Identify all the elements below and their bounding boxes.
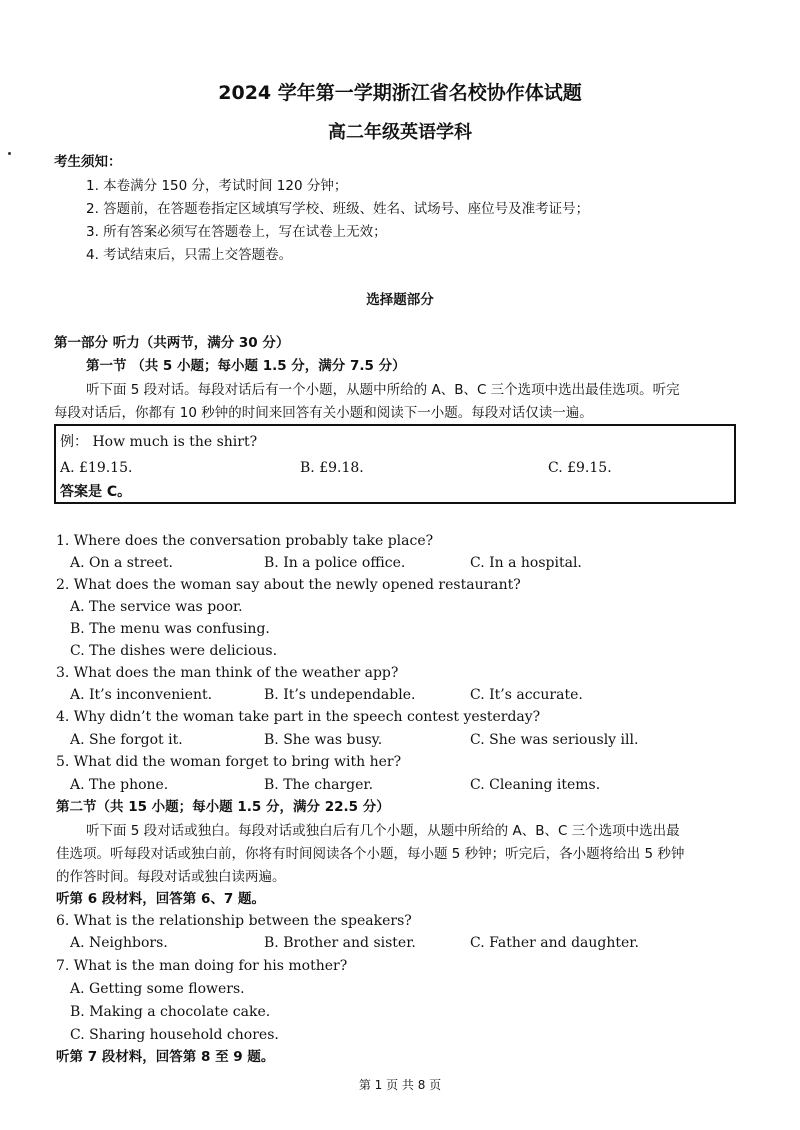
option-c: C. In a hospital. (470, 555, 582, 571)
option-c: C. It’s accurate. (470, 687, 583, 703)
example-box (54, 424, 736, 504)
question-stem: 5. What did the woman forget to bring with her? (56, 754, 402, 770)
option-c: C. Father and daughter. (470, 935, 639, 951)
option-b: B. She was busy. (264, 732, 383, 748)
question-stem: 1. Where does the conversation probably take place? (56, 533, 434, 549)
part1-heading: 第一部分 听力（共两节，满分 30 分） (54, 335, 290, 351)
example-answer: 答案是 C。 (60, 484, 132, 500)
question-stem: 6. What is the relationship between the speakers? (56, 913, 412, 929)
option-a: A. Neighbors. (70, 935, 168, 951)
part1-sec1-heading: 第一节 （共 5 小题；每小题 1.5 分，满分 7.5 分） (86, 358, 406, 374)
exam-title: 2024 学年第一学期浙江省名校协作体试题 (218, 82, 582, 104)
option-b: B. The menu was confusing. (70, 621, 270, 637)
sec2-instruction: 听下面 5 段对话或独白。每段对话或独白后有几个小题，从题中所给的 A、B、C 三个选项中选出最 (86, 823, 680, 839)
option-b: B. The charger. (264, 777, 374, 793)
page-number: 第 1 页 共 8 页 (358, 1078, 442, 1092)
notice-item: 1. 本卷满分 150 分，考试时间 120 分钟； (86, 178, 348, 194)
option-b: B. In a police office. (264, 555, 406, 571)
question-stem: 2. What does the woman say about the newly opened restaurant? (56, 577, 521, 593)
sec2-heading: 第二节（共 15 小题；每小题 1.5 分，满分 22.5 分） (56, 799, 390, 815)
notice-heading: 考生须知： (54, 154, 122, 170)
material-heading: 听第 7 段材料，回答第 8 至 9 题。 (56, 1049, 275, 1065)
notice-item: 3. 所有答案必须写在答题卷上，写在试卷上无效； (86, 224, 387, 240)
example-option-b: B. £9.18. (300, 460, 364, 476)
part1-instruction: 每段对话后，你都有 10 秒钟的时间来回答有关小题和阅读下一小题。每段对话仅读一遍。 (54, 405, 593, 421)
part1-instruction: 听下面 5 段对话。每段对话后有一个小题，从题中所给的 A、B、C 三个选项中选出最佳选项。听完 (86, 382, 680, 398)
option-b: B. Making a chocolate cake. (70, 1004, 271, 1020)
option-b: B. It’s undependable. (264, 687, 416, 703)
exam-subject: 高二年级英语学科 (328, 122, 472, 143)
sec2-instruction: 的作答时间。每段对话或独白读两遍。 (56, 869, 286, 885)
material-heading: 听第 6 段材料，回答第 6、7 题。 (56, 891, 265, 907)
option-c: C. She was seriously ill. (470, 732, 639, 748)
question-stem: 4. Why didn’t the woman take part in the speech contest yesterday? (56, 709, 541, 725)
question-stem: 3. What does the man think of the weather app? (56, 665, 399, 681)
example-option-c: C. £9.15. (548, 460, 612, 476)
option-a: A. Getting some flowers. (70, 981, 245, 997)
option-c: C. Sharing household chores. (70, 1027, 279, 1043)
option-c: C. Cleaning items. (470, 777, 601, 793)
option-b: B. Brother and sister. (264, 935, 416, 951)
option-a: A. It’s inconvenient. (70, 687, 213, 703)
option-a: A. On a street. (70, 555, 173, 571)
section-label: 选择题部分 (366, 292, 434, 308)
option-a: A. She forgot it. (70, 732, 183, 748)
notice-item: 2. 答题前，在答题卷指定区域填写学校、班级、姓名、试场号、座位号及准考证号； (86, 201, 590, 217)
option-a: A. The service was poor. (70, 599, 243, 615)
option-a: A. The phone. (70, 777, 169, 793)
example-question: 例： How much is the shirt? (60, 434, 258, 450)
example-option-a: A. £19.15. (60, 460, 133, 476)
notice-item: 4. 考试结束后，只需上交答题卷。 (86, 247, 293, 263)
question-stem: 7. What is the man doing for his mother? (56, 958, 348, 974)
option-c: C. The dishes were delicious. (70, 643, 278, 659)
scan-speck (8, 152, 11, 155)
sec2-instruction: 佳选项。听每段对话或独白前，你将有时间阅读各个小题，每小题 5 秒钟；听完后，各小题将给出 5 秒钟 (56, 846, 685, 862)
